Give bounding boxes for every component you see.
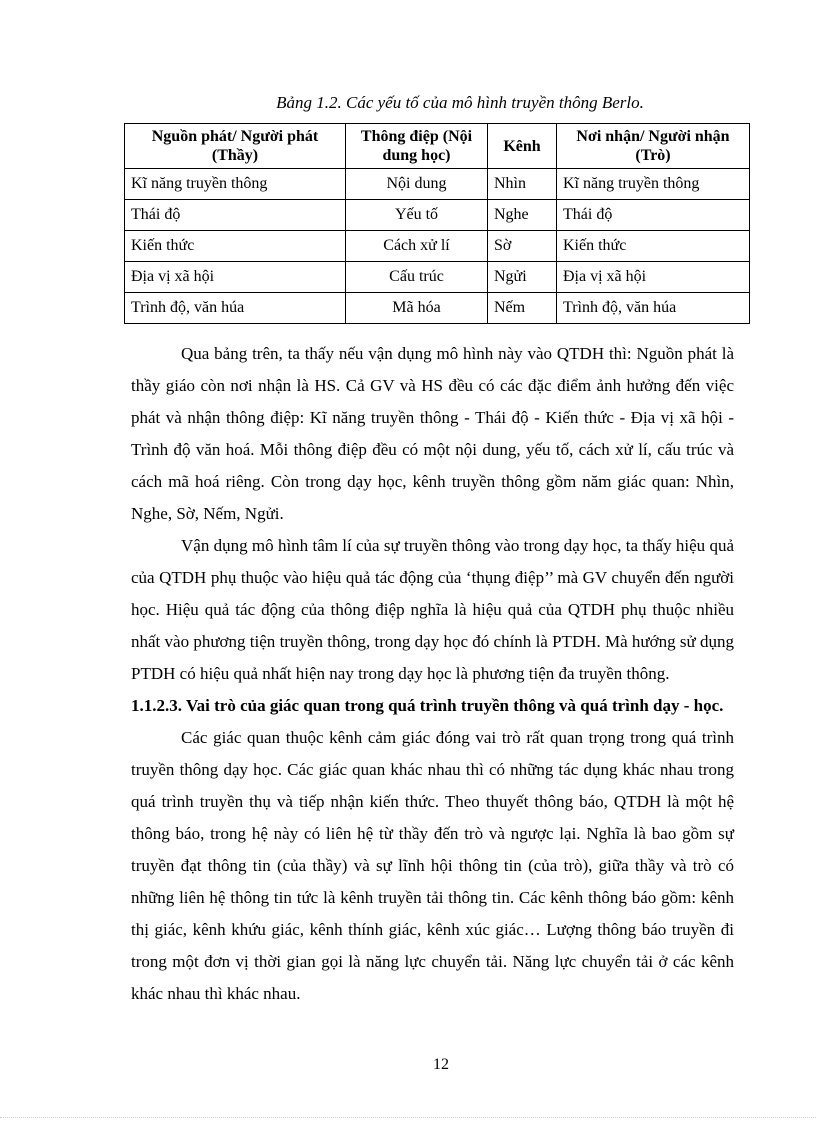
table-row bbox=[125, 231, 750, 262]
cell-receiver: Kĩ năng truyền thông bbox=[557, 169, 750, 200]
paragraph: Các giác quan thuộc kênh cảm giác đóng vai trò rất quan trọng trong quá trình truyền thông dạy học. Các giác quan khác nhau thì có những tác dụng khác nhau trong quá trình truyền thụ và tiếp nhận kiến thức. Theo thuyết thông báo, QTDH là một hệ thông báo, trong hệ này có liên hệ từ thầy đến trò và ngược lại. Nghĩa là bao gồm sự truyền đạt thông tin (của thầy) và sự lĩnh hội thông tin (của trò), giữa thầy và trò có những liên hệ thông tin tức là kênh truyền tải thông tin. Các kênh thông báo gồm: kênh thị giác, kênh khứu giác, kênh thính giác, kênh xúc giác… Lượng thông báo truyền đi trong một đơn vị thời gian gọi là năng lực chuyển tải. Năng lực chuyển tải ở các kênh khác nhau thì khác nhau. bbox=[131, 728, 734, 1003]
footer-divider bbox=[0, 1117, 816, 1118]
cell-channel: Nhìn bbox=[488, 169, 557, 200]
body-text bbox=[131, 338, 734, 1010]
table-caption: Bảng 1.2. Các yếu tố của mô hình truyền thông Berlo. bbox=[276, 93, 644, 112]
cell-message: Yếu tố bbox=[346, 200, 488, 231]
header-message: Thông điệp (Nội dung học) bbox=[346, 124, 488, 169]
section-heading: 1.1.2.3. Vai trò của giác quan trong quá trình truyền thông và quá trình dạy - học. bbox=[131, 696, 724, 715]
table-row bbox=[125, 262, 750, 293]
cell-receiver: Trình độ, văn húa bbox=[557, 293, 750, 324]
cell-receiver: Địa vị xã hội bbox=[557, 262, 750, 293]
cell-source: Kĩ năng truyền thông bbox=[125, 169, 346, 200]
header-channel: Kênh bbox=[488, 124, 557, 169]
cell-receiver: Kiến thức bbox=[557, 231, 750, 262]
cell-source: Trình độ, văn húa bbox=[125, 293, 346, 324]
cell-message: Mã hóa bbox=[346, 293, 488, 324]
paragraph: Qua bảng trên, ta thấy nếu vận dụng mô hình này vào QTDH thì: Nguồn phát là thầy giáo còn nơi nhận là HS. Cả GV và HS đều có các đặc điểm ảnh hưởng đến việc phát và nhận thông điệp: Kĩ năng truyền thông - Thái độ - Kiến thức - Địa vị xã hội - Trình độ văn hoá. Mỗi thông điệp đều có một nội dung, yếu tố, cách xử lí, cấu trúc và cách mã hoá riêng. Còn trong dạy học, kênh truyền thông gồm năm giác quan: Nhìn, Nghe, Sờ, Nếm, Ngửi. bbox=[131, 344, 734, 523]
cell-message: Cách xử lí bbox=[346, 231, 488, 262]
page-number: 12 bbox=[433, 1056, 449, 1073]
cell-message: Nội dung bbox=[346, 169, 488, 200]
cell-message: Cấu trúc bbox=[346, 262, 488, 293]
cell-channel: Sờ bbox=[488, 231, 557, 262]
table-header-row bbox=[125, 124, 750, 169]
header-source: Nguồn phát/ Người phát (Thầy) bbox=[125, 124, 346, 169]
cell-source: Địa vị xã hội bbox=[125, 262, 346, 293]
cell-source: Thái độ bbox=[125, 200, 346, 231]
cell-channel: Ngửi bbox=[488, 262, 557, 293]
cell-source: Kiến thức bbox=[125, 231, 346, 262]
berlo-table bbox=[124, 123, 750, 324]
table-row bbox=[125, 200, 750, 231]
paragraph: Vận dụng mô hình tâm lí của sự truyền thông vào trong dạy học, ta thấy hiệu quả của QTDH phụ thuộc vào hiệu quả tác động của ‘thụng điệp’’ mà GV chuyển đến người học. Hiệu quả tác động của thông điệp nghĩa là hiệu quả của QTDH phụ thuộc nhiều nhất vào phương tiện truyền thông, trong dạy học đó chính là PTDH. Mà hướng sử dụng PTDH có hiệu quả nhất hiện nay trong dạy học là phương tiện đa truyền thông. bbox=[131, 536, 734, 683]
table-row bbox=[125, 293, 750, 324]
table-row bbox=[125, 169, 750, 200]
cell-receiver: Thái độ bbox=[557, 200, 750, 231]
cell-channel: Nghe bbox=[488, 200, 557, 231]
cell-channel: Nếm bbox=[488, 293, 557, 324]
header-receiver: Nơi nhận/ Người nhận (Trò) bbox=[557, 124, 750, 169]
